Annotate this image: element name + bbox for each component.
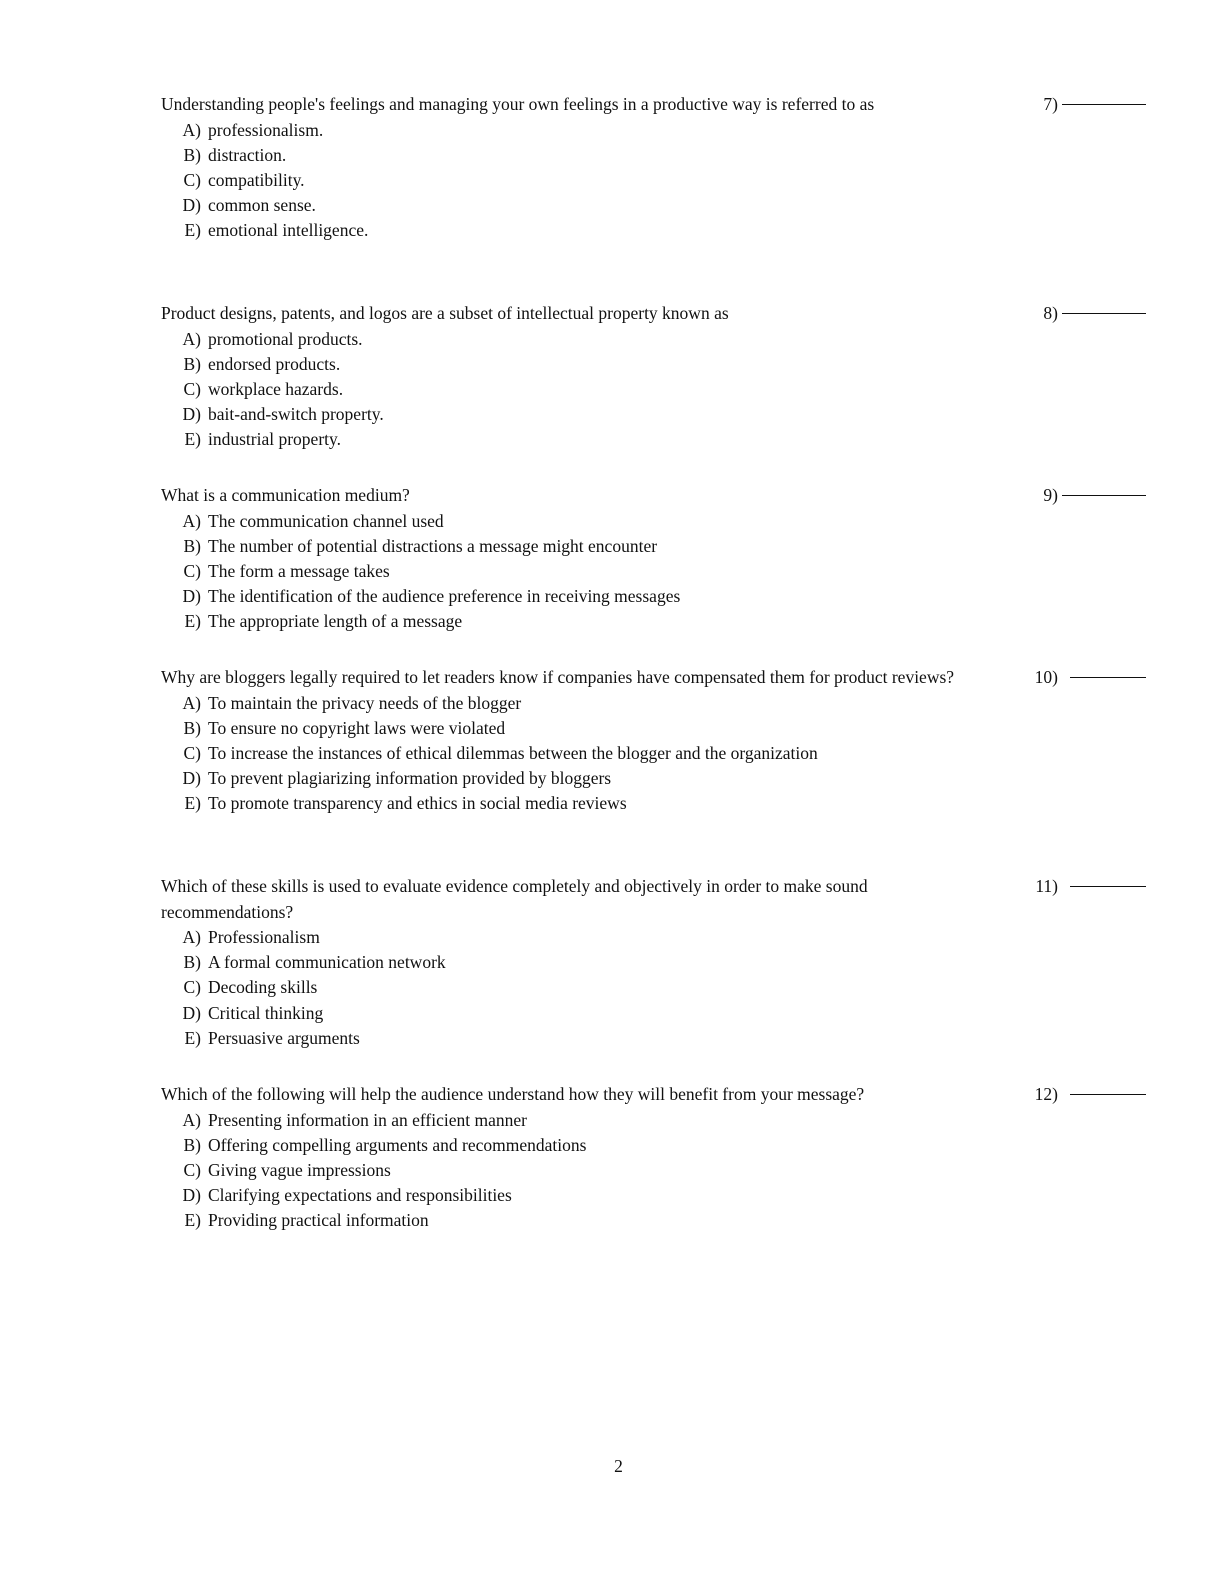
option-list — [0, 691, 1229, 817]
question-8 — [0, 301, 1229, 452]
option-b[interactable] — [0, 1133, 1229, 1158]
option-letter: B) — [183, 353, 201, 374]
option-letter: B) — [183, 717, 201, 738]
option-e[interactable] — [0, 791, 1229, 816]
option-c[interactable] — [0, 168, 1229, 193]
option-b[interactable] — [0, 950, 1229, 975]
option-text: Giving vague impressions — [208, 1159, 391, 1180]
option-letter: D) — [182, 586, 201, 607]
option-letter: A) — [182, 927, 201, 947]
question-text: Which of the following will help the audience understand how they will benefit from your message? — [161, 1084, 865, 1104]
option-text: industrial property. — [208, 429, 342, 450]
answer-label: 9) — [1043, 485, 1058, 505]
option-letter: B) — [183, 535, 201, 556]
option-text: Providing practical information — [208, 1210, 429, 1231]
option-text: promotional products. — [208, 328, 363, 349]
option-a[interactable] — [0, 925, 1229, 950]
option-letter: E) — [184, 793, 201, 814]
option-text: emotional intelligence. — [208, 220, 369, 241]
option-letter: A) — [182, 119, 201, 140]
question-stem — [0, 1082, 865, 1108]
answer-slot — [1000, 483, 1146, 508]
option-d[interactable] — [0, 584, 1229, 609]
answer-slot — [1000, 665, 1146, 690]
option-text: A formal communication network — [208, 952, 446, 973]
option-letter: E) — [184, 1027, 201, 1048]
option-d[interactable] — [0, 1183, 1229, 1208]
option-text: distraction. — [208, 144, 287, 165]
answer-label: 10) — [1034, 667, 1058, 687]
option-list — [0, 327, 1229, 453]
option-list — [0, 509, 1229, 635]
option-letter: A) — [182, 692, 201, 713]
option-b[interactable] — [0, 534, 1229, 559]
option-a[interactable] — [0, 1108, 1229, 1133]
option-letter: A) — [182, 510, 201, 531]
option-text: Clarifying expectations and responsibilities — [208, 1185, 512, 1206]
option-c[interactable] — [0, 741, 1229, 766]
option-b[interactable] — [0, 352, 1229, 377]
option-text: common sense. — [208, 195, 316, 216]
answer-blank[interactable] — [1070, 886, 1146, 887]
option-c[interactable] — [0, 975, 1229, 1000]
option-text: The communication channel used — [208, 510, 444, 531]
option-letter: D) — [182, 404, 201, 425]
question-12 — [0, 1082, 1229, 1233]
question-text: Product designs, patents, and logos are a subset of intellectual property known as — [161, 303, 729, 323]
question-text: Which of these skills is used to evaluate evidence completely and objectively in order to make sound recommendations? — [161, 876, 868, 922]
option-text: workplace hazards. — [208, 378, 344, 399]
option-text: compatibility. — [208, 169, 305, 190]
question-text: Understanding people's feelings and managing your own feelings in a productive way is referred to as — [161, 94, 875, 114]
option-text: The number of potential distractions a message might encounter — [208, 535, 658, 556]
question-10 — [0, 665, 1229, 816]
option-text: professionalism. — [208, 119, 324, 140]
option-e[interactable] — [0, 1026, 1229, 1051]
option-text: The identification of the audience preference in receiving messages — [208, 586, 681, 607]
question-stem — [0, 92, 875, 118]
option-text: The form a message takes — [208, 560, 390, 581]
answer-blank[interactable] — [1070, 1094, 1146, 1095]
question-stem — [0, 483, 840, 509]
option-letter: B) — [183, 1134, 201, 1155]
option-letter: B) — [183, 952, 201, 973]
question-7 — [0, 92, 1229, 243]
option-a[interactable] — [0, 118, 1229, 143]
answer-blank[interactable] — [1070, 677, 1146, 678]
option-letter: B) — [183, 144, 201, 165]
option-text: Decoding skills — [208, 977, 318, 998]
option-letter: D) — [182, 768, 201, 789]
option-letter: C) — [183, 977, 201, 998]
option-list — [0, 1108, 1229, 1234]
answer-blank[interactable] — [1062, 104, 1146, 105]
option-text: To maintain the privacy needs of the blogger — [208, 692, 522, 713]
option-d[interactable] — [0, 766, 1229, 791]
option-a[interactable] — [0, 509, 1229, 534]
option-text: Offering compelling arguments and recommendations — [208, 1134, 587, 1155]
option-letter: E) — [184, 1210, 201, 1231]
option-e[interactable] — [0, 427, 1229, 452]
option-c[interactable] — [0, 1158, 1229, 1183]
answer-slot — [1000, 874, 1146, 899]
option-text: To increase the instances of ethical dilemmas between the blogger and the organization — [208, 742, 818, 763]
option-letter: E) — [184, 429, 201, 450]
answer-blank[interactable] — [1062, 313, 1146, 314]
option-letter: C) — [183, 378, 201, 399]
answer-slot — [1000, 1082, 1146, 1107]
option-text: To promote transparency and ethics in social media reviews — [208, 793, 627, 814]
option-letter: E) — [184, 220, 201, 241]
question-stem — [0, 665, 955, 691]
option-c[interactable] — [0, 559, 1229, 584]
option-letter: A) — [182, 1109, 201, 1130]
option-letter: D) — [182, 195, 201, 216]
option-e[interactable] — [0, 609, 1229, 634]
option-letter: D) — [182, 1002, 201, 1023]
option-list — [0, 118, 1229, 244]
option-letter: C) — [183, 169, 201, 190]
question-stem — [0, 301, 840, 327]
question-text: What is a communication medium? — [161, 485, 410, 505]
answer-label: 7) — [1043, 94, 1058, 114]
page-number: 2 — [614, 1456, 623, 1476]
question-9 — [0, 483, 1229, 634]
option-text: Persuasive arguments — [208, 1027, 360, 1048]
option-letter: C) — [183, 1159, 201, 1180]
option-text: The appropriate length of a message — [208, 611, 463, 632]
option-c[interactable] — [0, 377, 1229, 402]
option-letter: C) — [183, 560, 201, 581]
option-letter: C) — [183, 742, 201, 763]
question-stem — [0, 874, 868, 925]
option-d[interactable] — [0, 402, 1229, 427]
answer-slot — [1000, 301, 1146, 326]
answer-blank[interactable] — [1062, 495, 1146, 496]
option-a[interactable] — [0, 691, 1229, 716]
answer-label: 11) — [1035, 876, 1058, 896]
option-letter: A) — [182, 328, 201, 349]
answer-slot — [1000, 92, 1146, 117]
option-a[interactable] — [0, 327, 1229, 352]
option-letter: D) — [182, 1185, 201, 1206]
option-text: To prevent plagiarizing information provided by bloggers — [208, 768, 612, 789]
option-b[interactable] — [0, 143, 1229, 168]
option-list — [0, 925, 1229, 1051]
option-letter: E) — [184, 611, 201, 632]
option-text: To ensure no copyright laws were violated — [208, 717, 506, 738]
option-e[interactable] — [0, 218, 1229, 243]
option-d[interactable] — [0, 1001, 1229, 1026]
question-text: Why are bloggers legally required to let readers know if companies have compensated them for product reviews? — [161, 667, 955, 687]
option-text: Presenting information in an efficient manner — [208, 1109, 527, 1130]
option-d[interactable] — [0, 193, 1229, 218]
answer-label: 8) — [1043, 303, 1058, 323]
option-b[interactable] — [0, 716, 1229, 741]
option-text: endorsed products. — [208, 353, 341, 374]
question-11 — [0, 874, 1229, 1051]
option-text: bait-and-switch property. — [208, 404, 384, 425]
option-e[interactable] — [0, 1208, 1229, 1233]
option-text: Critical thinking — [208, 1002, 324, 1023]
option-text: Professionalism — [208, 927, 320, 947]
answer-label: 12) — [1034, 1084, 1058, 1104]
